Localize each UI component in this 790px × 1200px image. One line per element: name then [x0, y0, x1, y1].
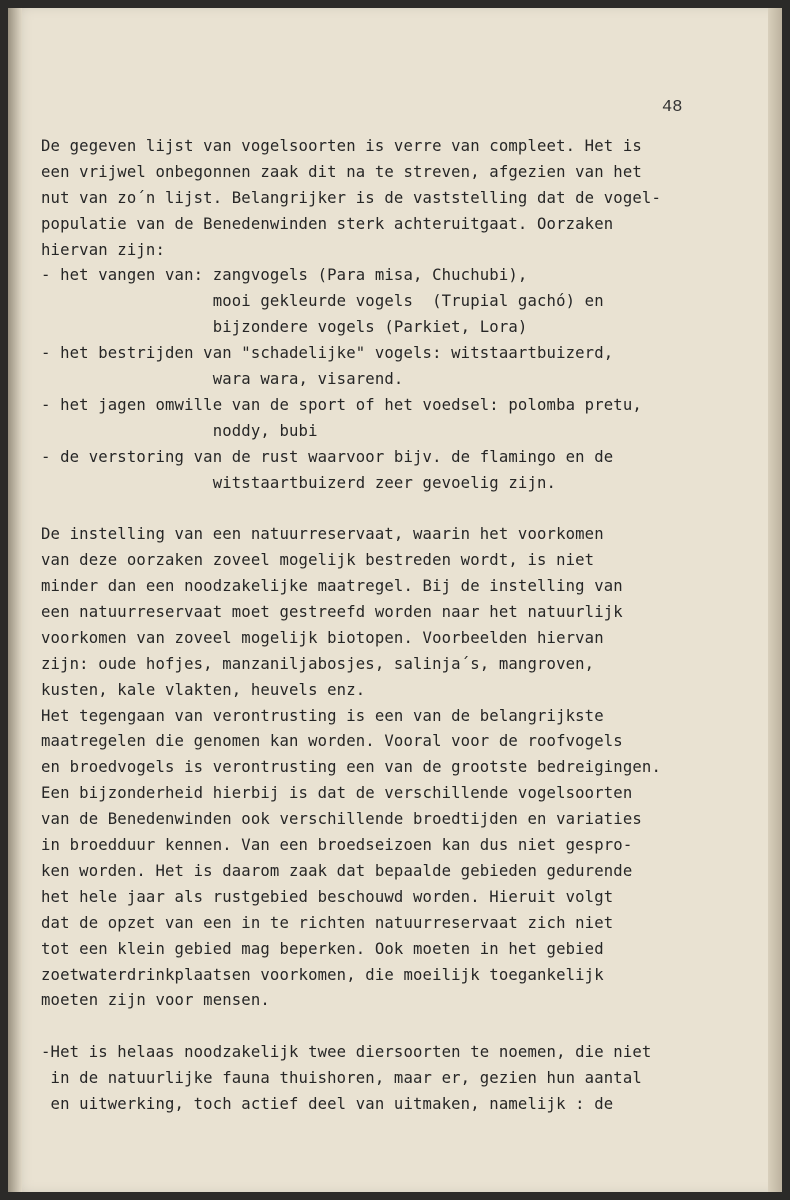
text-line: moeten zijn voor mensen.: [41, 991, 270, 1010]
text-line: voorkomen van zoveel mogelijk biotopen. Voorbeelden hiervan: [41, 628, 604, 647]
text-line: -Het is helaas noodzakelijk twee diersoorten te noemen, die niet: [41, 1043, 652, 1062]
text-line: een vrijwel onbegonnen zaak dit na te streven, afgezien van het: [41, 162, 642, 181]
text-line: De gegeven lijst van vogelsoorten is verre van compleet. Het is: [41, 137, 642, 155]
text-line: populatie van de Benedenwinden sterk achteruitgaat. Oorzaken: [41, 214, 614, 233]
text-line: De instelling van een natuurreservaat, waarin het voorkomen: [41, 525, 604, 544]
text-line: - het vangen van: zangvogels (Para misa, Chuchubi),: [41, 266, 528, 285]
book-gutter: [8, 8, 22, 1192]
text-line: een natuurreservaat moet gestreefd worden naar het natuurlijk: [41, 603, 623, 622]
page-edge: [768, 8, 782, 1192]
text-line: wara wara, visarend.: [41, 370, 404, 389]
text-line: van deze oorzaken zoveel mogelijk bestreden wordt, is niet: [41, 551, 595, 570]
text-line: maatregelen die genomen kan worden. Vooral voor de roofvogels: [41, 732, 623, 751]
paragraph-causes: [41, 134, 761, 496]
text-line: in de natuurlijke fauna thuishoren, maar er, gezien hun aantal: [41, 1069, 642, 1088]
body-text: [41, 134, 761, 1118]
paragraph-species: [41, 1040, 761, 1118]
paragraph-gap: [41, 496, 761, 522]
text-line: nut van zo´n lijst. Belangrijker is de vaststelling dat de vogel-: [41, 188, 661, 207]
text-line: bijzondere vogels (Parkiet, Lora): [41, 318, 528, 337]
text-line: Een bijzonderheid hierbij is dat de verschillende vogelsoorten: [41, 784, 633, 803]
text-line: in broedduur kennen. Van een broedseizoen kan dus niet gespro-: [41, 836, 633, 855]
text-line: ken worden. Het is daarom zaak dat bepaalde gebieden gedurende: [41, 861, 633, 880]
text-line: - het jagen omwille van de sport of het voedsel: polomba pretu,: [41, 395, 642, 414]
text-line: - de verstoring van de rust waarvoor bijv. de flamingo en de: [41, 447, 614, 466]
document-page: [8, 8, 782, 1192]
text-line: minder dan een noodzakelijke maatregel. Bij de instelling van: [41, 577, 623, 596]
page-number: 48: [662, 98, 683, 117]
text-line: en uitwerking, toch actief deel van uitmaken, namelijk : de: [41, 1094, 614, 1113]
text-line: hiervan zijn:: [41, 240, 165, 259]
text-line: noddy, bubi: [41, 421, 318, 440]
text-line: tot een klein gebied mag beperken. Ook moeten in het gebied: [41, 939, 604, 958]
text-line: kusten, kale vlakten, heuvels enz.: [41, 680, 366, 699]
paragraph-gap: [41, 1014, 761, 1040]
text-line: en broedvogels is verontrusting een van de grootste bedreigingen.: [41, 758, 661, 777]
text-line: mooi gekleurde vogels (Trupial gachó) en: [41, 292, 604, 311]
text-line: Het tegengaan van verontrusting is een van de belangrijkste: [41, 706, 604, 725]
paragraph-reserve: [41, 522, 761, 1014]
text-line: dat de opzet van een in te richten natuurreservaat zich niet: [41, 913, 614, 932]
text-line: witstaartbuizerd zeer gevoelig zijn.: [41, 473, 557, 492]
text-line: - het bestrijden van "schadelijke" vogels: witstaartbuizerd,: [41, 344, 614, 363]
text-line: zijn: oude hofjes, manzaniljabosjes, salinja´s, mangroven,: [41, 654, 595, 673]
text-line: zoetwaterdrinkplaatsen voorkomen, die moeilijk toegankelijk: [41, 965, 604, 984]
text-line: van de Benedenwinden ook verschillende broedtijden en variaties: [41, 810, 642, 829]
text-line: het hele jaar als rustgebied beschouwd worden. Hieruit volgt: [41, 887, 614, 906]
